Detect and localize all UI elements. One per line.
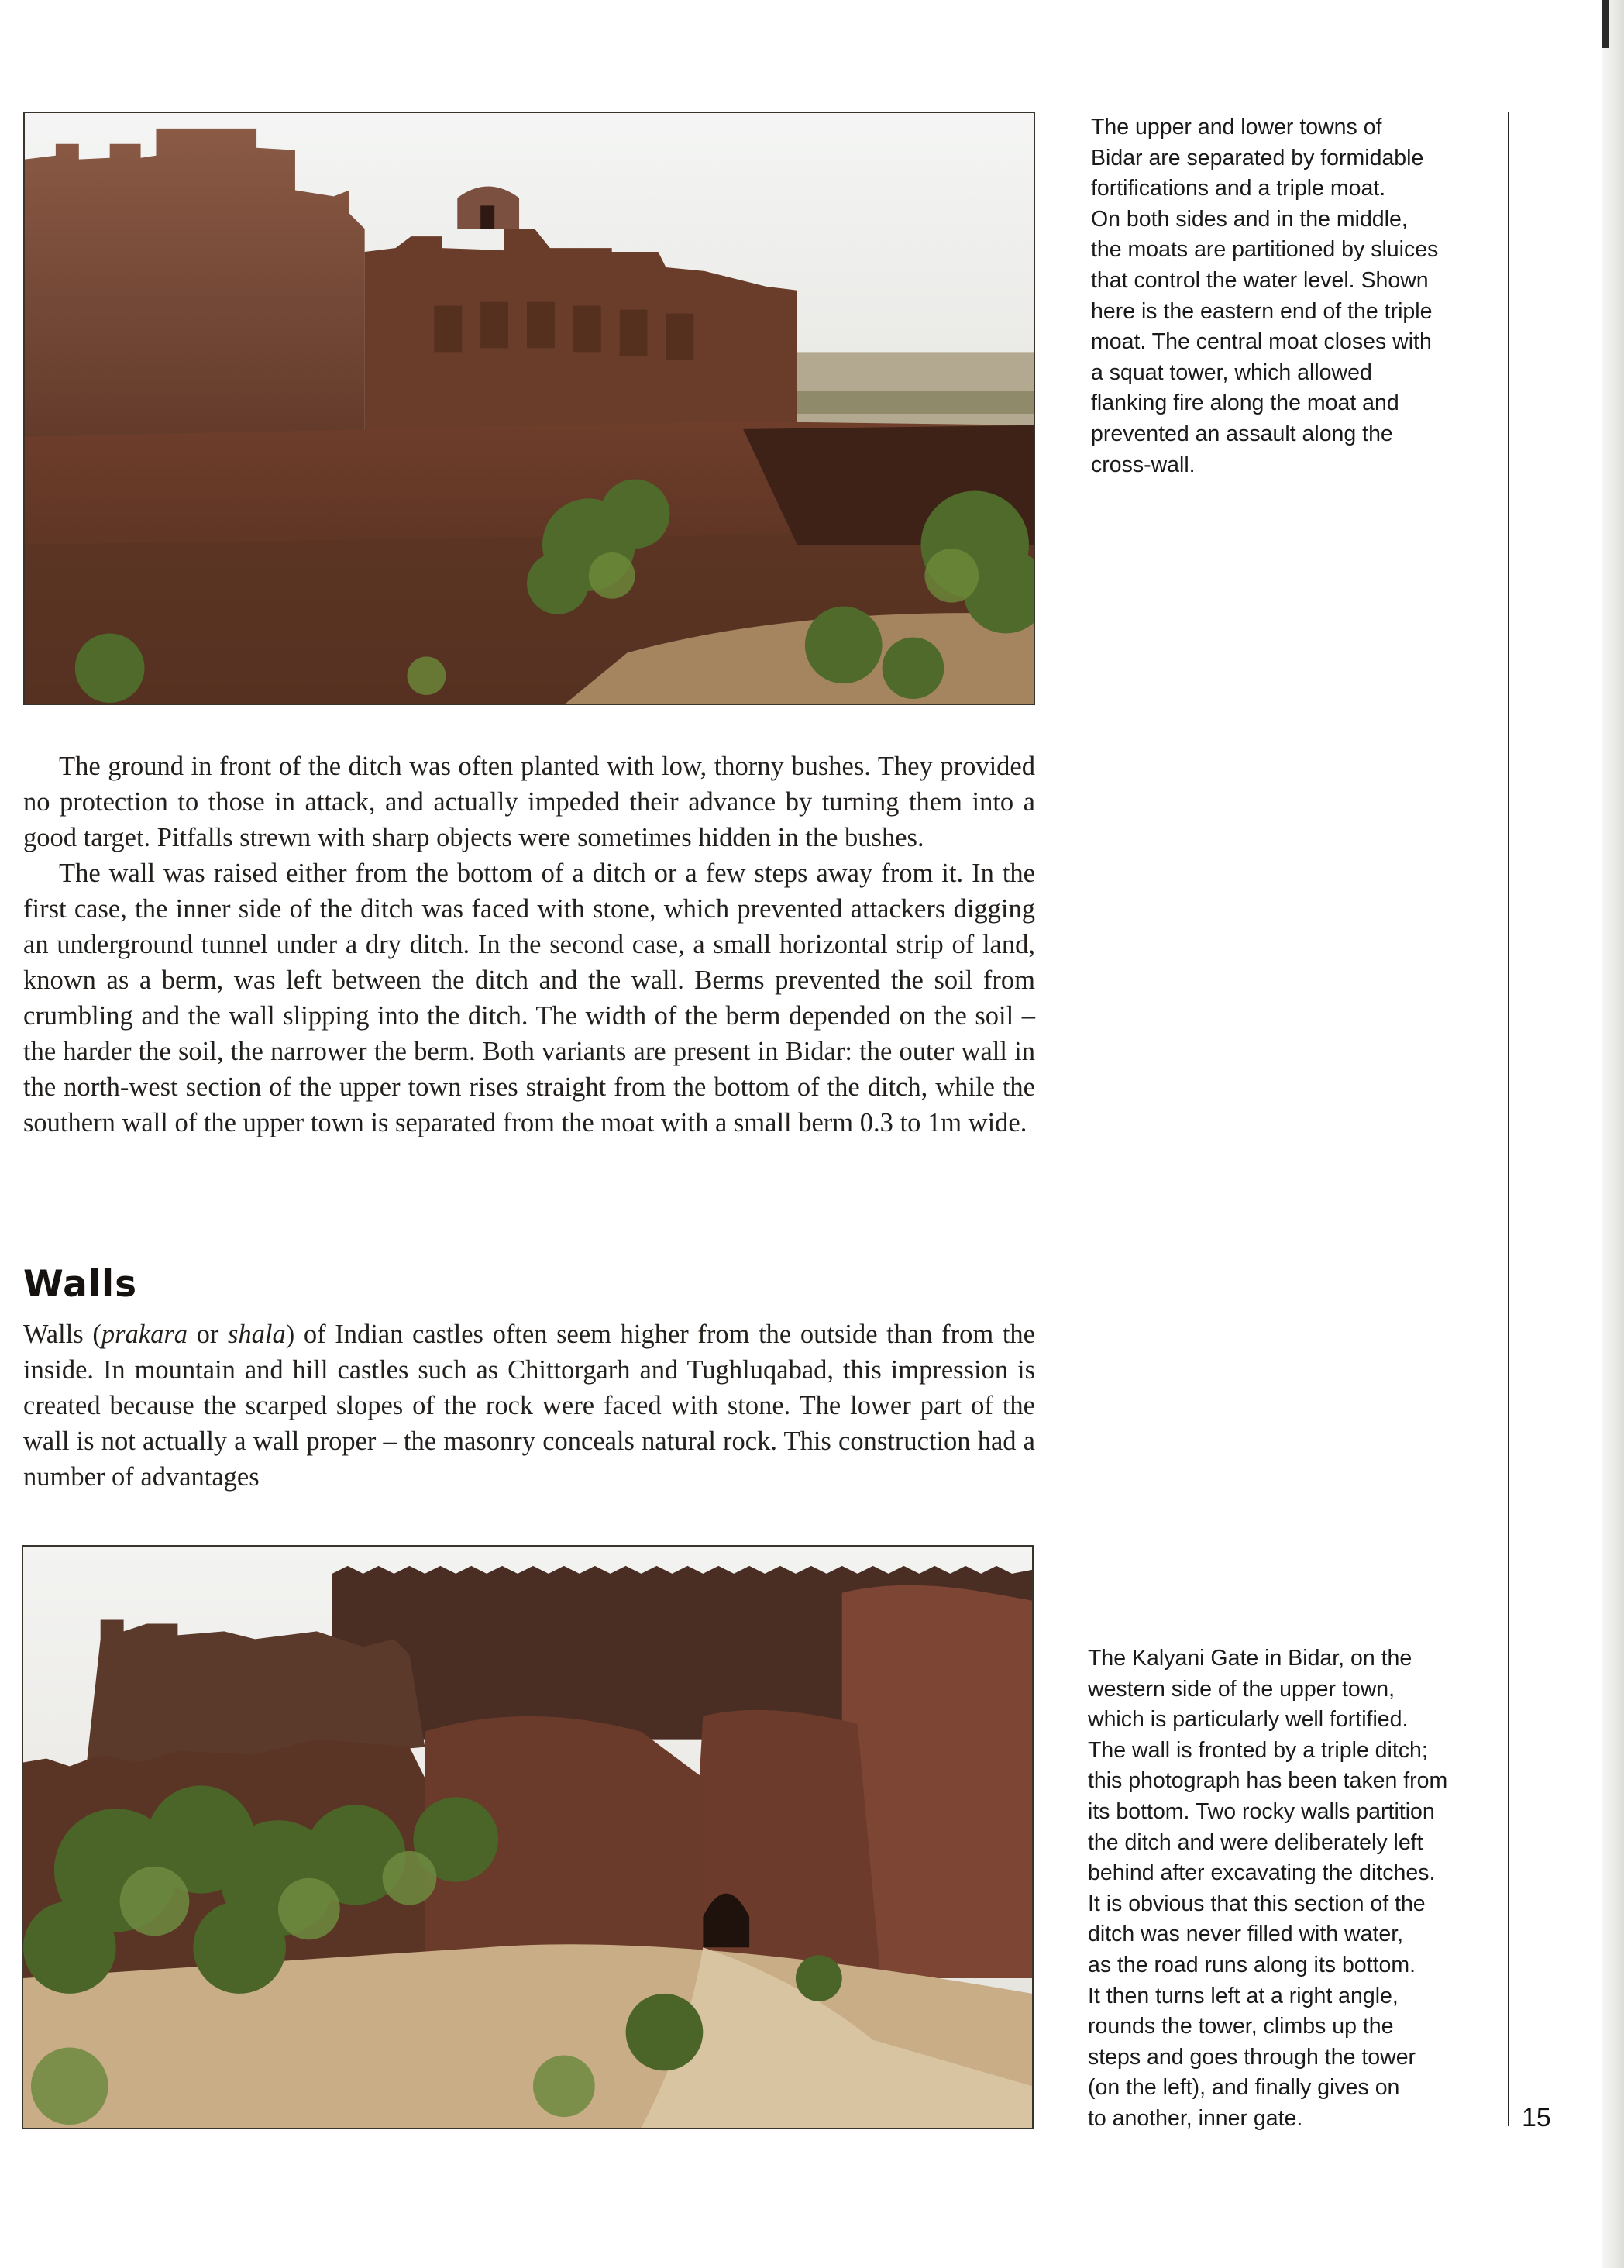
caption-kalyani-gate [1088,1643,1491,2135]
caption-line: On both sides and in the middle, [1091,206,1408,232]
caption-line: the moats are partitioned by sluices [1091,237,1439,263]
caption-line: The wall is fronted by a triple ditch; [1088,1737,1428,1763]
caption-line: ditch was never filled with water, [1088,1922,1404,1947]
caption-line: fortifications and a triple moat. [1091,176,1386,201]
section-heading: Walls [23,1263,138,1306]
photo-kalyani-gate [22,1545,1034,2129]
caption-line: western side of the upper town, [1088,1676,1395,1702]
caption-line: rounds the tower, climbs up the [1088,2014,1394,2039]
term: prakara [101,1320,188,1349]
caption-line: Bidar are separated by formidable [1091,145,1424,170]
caption-line: a squat tower, which allowed [1091,360,1372,385]
caption-line: cross-wall. [1091,452,1196,477]
page-number: 15 [1522,2103,1551,2132]
caption-moat [1091,112,1494,480]
text-run: or [188,1320,228,1349]
paragraph: The ground in front of the ditch was often planted with low, thorny bushes. They provided no protection to those in attack, and actually impeded their advance by turning them into a good target. Pitfalls strewn with sharp objects were sometimes hidden in the bushes. [23,752,1035,852]
photo-kalyani-gate-image [23,1547,1032,2128]
caption-line: flanking fire along the moat and [1091,391,1399,416]
caption-line: its bottom. Two rocky walls partition [1088,1798,1435,1824]
photo-bidar-moat-image [25,113,1034,704]
caption-line: this photograph has been taken from [1088,1768,1448,1794]
caption-line: which is particularly well fortified. [1088,1707,1409,1733]
body-text-walls [23,1316,1035,1495]
caption-line: that control the water level. Shown [1091,267,1429,293]
text-run: ) of Indian castles often seem higher from the outside than from the inside. In mountain and hill castles such as Chittorgarh and Tughluqabad, this impression is created because the scarped slopes of the rock were faced with stone. The lower part of the wall is not actually a wall proper – the masonry conceals natural rock. This construction had a number of advantages [23,1320,1035,1492]
caption-line: prevented an assault along the [1091,421,1393,446]
caption-line: here is the eastern end of the triple [1091,298,1433,324]
caption-line: It then turns left at a right angle, [1088,1983,1399,2008]
page-edge-mark [1602,0,1609,48]
body-text-ditch [23,749,1035,1141]
caption-line: (on the left), and finally gives on [1088,2075,1400,2101]
text-run: Walls ( [23,1320,102,1349]
paragraph [23,1316,1035,1495]
caption-line: as the road runs along its bottom. [1088,1952,1416,1977]
caption-line: behind after excavating the ditches. [1088,1860,1436,1886]
caption-line: The upper and lower towns of [1091,115,1382,139]
column-rule [1508,112,1509,2126]
caption-line: to another, inner gate. [1088,2105,1303,2131]
caption-line: steps and goes through the tower [1088,2044,1416,2070]
photo-bidar-moat [23,112,1035,705]
paragraph: The wall was raised either from the bottom of a ditch or a few steps away from it. In the first case, the inner side of the ditch was faced with stone, which prevented attackers digging an underground tunnel under a dry ditch. In the second case, a small horizontal strip of land, known as a berm, was left between the ditch and the wall. Berms prevented the soil from crumbling and the wall slipping into the ditch. The width of the berm depended on the soil – the harder the soil, the narrower the berm. Both variants are present in Bidar: the outer wall in the north-west section of the upper town rises straight from the bottom of the ditch, while the southern wall of the upper town is separated from the moat with a small berm 0.3 to 1m wide. [23,859,1035,1137]
page-edge [1602,0,1624,2268]
caption-line: It is obvious that this section of the [1088,1891,1426,1916]
term: shala [228,1320,286,1349]
caption-line: the ditch and were deliberately left [1088,1829,1423,1855]
caption-line: moat. The central moat closes with [1091,329,1432,355]
caption-line: The Kalyani Gate in Bidar, on the [1088,1646,1412,1671]
